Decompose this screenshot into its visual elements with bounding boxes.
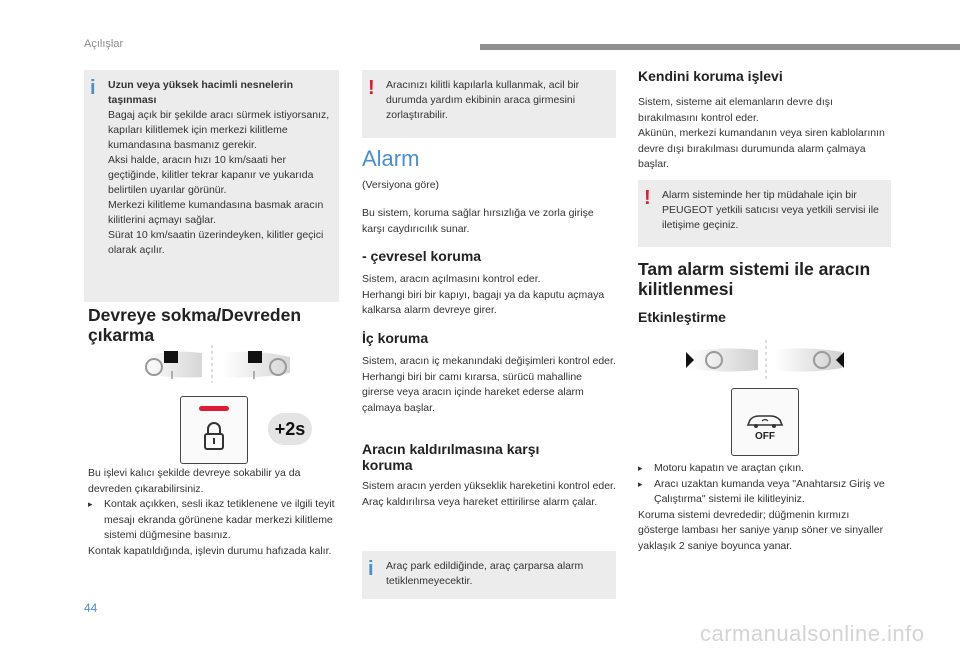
activation-bullet: [88, 497, 340, 544]
interior-heading: İç koruma: [362, 330, 429, 346]
alarm-bullet: [638, 461, 892, 477]
warning-box-dealer: [638, 180, 891, 247]
activation-subheading: Etkinleştirme: [638, 309, 726, 325]
tilt-heading: Aracın kaldırılmasına karşı koruma: [362, 441, 540, 473]
alarm-version: (Versiyona göre): [362, 179, 440, 191]
info-line: Aksi halde, aracın hızı 10 km/saati her geçtiğinde, kilitler tekrar kapanır ve yukarıda belirtilen uyarılar görünür.: [108, 154, 314, 196]
warning-icon: !: [368, 77, 375, 99]
header-bar: [480, 44, 960, 50]
tilt-line: Araç kaldırılırsa veya hareket ettirilirse alarm çalar.: [362, 495, 598, 508]
info-box-long-objects: [84, 70, 339, 302]
info-line: Sürat 10 km/saatin üzerindeyken, kilitler geçici olarak açılır.: [108, 229, 324, 256]
bullet-icon: ▸: [638, 478, 643, 489]
info-text: Araç park edildiğinde, araç çarparsa alarm tetiklenmeyecektir.: [386, 560, 584, 587]
alarm-off-button: [731, 388, 799, 456]
alarm-outro: Koruma sistemi devrededir; düğmenin kırmızı gösterge lambası her saniye yanıp söner ve sinyaller yaklaşık 2 saniye boyunca yanar.: [638, 508, 884, 552]
central-locking-button: [180, 396, 248, 464]
alarm-bullet: [638, 477, 892, 508]
warning-text: Aracınızı kilitli kapılarla kullanmak, acil bir durumda yardım ekibinin araca girmesini zorlaştırabilir.: [386, 79, 580, 121]
self-protection-heading: Kendini koruma işlevi: [638, 68, 783, 84]
activation-outro: Kontak kapatıldığında, işlevin durumu hafızada kalır.: [88, 544, 332, 557]
info-icon: i: [368, 558, 374, 580]
perimeter-line: Sistem, aracın açılmasını kontrol eder.: [362, 273, 541, 285]
self-line: Sistem, sisteme ait elemanların devre dışı bırakılmasını kontrol eder.: [638, 96, 833, 124]
info-icon: i: [90, 77, 96, 99]
timer-badge: [268, 413, 312, 445]
interior-line: Sistem, aracın iç mekanındaki değişimleri kontrol eder.: [362, 355, 616, 367]
perimeter-heading: - çevresel koruma: [362, 248, 482, 264]
perimeter-text: [362, 272, 616, 319]
section-title: Açılışlar: [84, 38, 124, 50]
dashboard-illustration: [140, 343, 300, 385]
info-line: Merkezi kilitleme kumandasına basmak aracın kilitlerini açmayı sağlar.: [108, 199, 324, 226]
self-line: Akünün, merkezi kumandanın veya siren kablolarının devre dışı bırakılması durumunda alarm çalmaya başlar.: [638, 127, 885, 170]
bullet-icon: ▸: [638, 463, 643, 473]
alarm-title: Alarm: [362, 146, 420, 171]
watermark: carmanualsonline.info: [700, 621, 925, 646]
info-box-title: Uzun veya yüksek hacimli nesnelerin taşınması: [108, 79, 294, 106]
warning-text: Alarm sisteminde her tip müdahale için bir PEUGEOT yetkili satıcısı veya yetkili servisi ile iletişime geçiniz.: [662, 189, 879, 231]
tilt-text: [362, 479, 616, 510]
info-box-parked: [362, 551, 616, 599]
activation-text: [88, 466, 340, 559]
alarm-intro: Bu sistem, koruma sağlar hırsızlığa ve zorla girişe karşı caydırıcılık sunar.: [362, 207, 594, 235]
off-label: OFF: [755, 431, 775, 442]
dashboard-illustration-alarm: [686, 340, 844, 380]
car-alarm-icon: [745, 413, 785, 429]
tilt-line: Sistem aracın yerden yükseklik hareketini kontrol eder.: [362, 480, 616, 492]
activation-bullet-text: Kontak açıkken, sesli ikaz tetiklenene ve ilgili teyit mesajı ekranda görünene kadar merkezi kilitleme sistemi düğmesine basınız.: [104, 498, 335, 541]
alarm-bullet-text: Motoru kapatın ve araçtan çıkın.: [654, 462, 804, 474]
timer-badge-label: +2s: [274, 418, 306, 439]
interior-text: [362, 354, 616, 416]
heading-activation: Devreye sokma/Devreden çıkarma: [88, 305, 302, 345]
alarm-activation-text: [638, 461, 892, 554]
lock-icon: [203, 421, 225, 451]
full-alarm-heading: Tam alarm sistemi ile aracın kilitlenmesi: [638, 259, 871, 299]
warning-box-locked-doors: [362, 70, 616, 138]
interior-line: Herhangi biri bir camı kırarsa, sürücü mahalline girerse veya aracın içinde hareket ederse alarm çalmaya başlar.: [362, 370, 584, 414]
activation-intro: Bu işlevi kalıcı şekilde devreye sokabilir ya da devreden çıkarabilirsiniz.: [88, 467, 301, 495]
bullet-icon: ▸: [88, 499, 93, 509]
alarm-bullet-text: Aracı uzaktan kumanda veya "Anahtarsız Giriş ve Çalıştırma" sistemi ile kilitleyiniz.: [654, 477, 885, 505]
self-protection-text: [638, 95, 892, 173]
page-number: 44: [84, 601, 98, 615]
warning-icon: !: [644, 187, 651, 209]
perimeter-line: Herhangi biri bir kapıyı, bagajı ya da kaputu açmaya kalkarsa alarm devreye girer.: [362, 288, 605, 316]
info-line: Bagaj açık bir şekilde aracı sürmek istiyorsanız, kapıları kilitlemek için merkezi kilitleme kumandasına basmanız gerekir.: [108, 109, 330, 151]
